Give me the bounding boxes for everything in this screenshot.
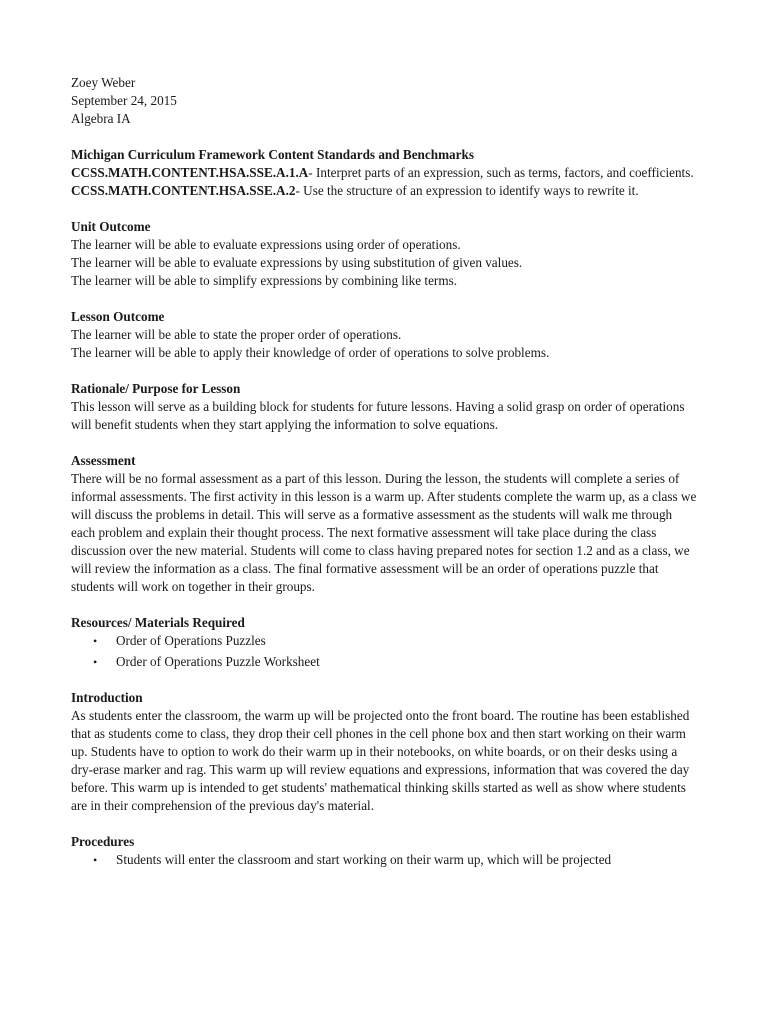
procedures-heading: Procedures — [71, 834, 135, 849]
standard-item — [71, 182, 699, 200]
lesson-outcome-line: The learner will be able to apply their knowledge of order of operations to solve problems. — [71, 345, 550, 360]
lesson-outcome-heading: Lesson Outcome — [71, 309, 165, 324]
resource-item-label: Order of Operations Puzzles — [116, 633, 266, 648]
resources-list — [71, 632, 699, 671]
standard-text: - Use the structure of an expression to identify ways to rewrite it. — [295, 183, 639, 198]
procedure-item-label: Students will enter the classroom and start working on their warm up, which will be projected — [116, 852, 612, 867]
rationale-heading: Rationale/ Purpose for Lesson — [71, 381, 241, 396]
unit-outcome-heading: Unit Outcome — [71, 219, 151, 234]
list-item — [71, 851, 699, 869]
standard-code: CCSS.MATH.CONTENT.HSA.SSE.A.1.A — [71, 165, 309, 180]
procedures-section — [71, 833, 699, 869]
standard-code: CCSS.MATH.CONTENT.HSA.SSE.A.2 — [71, 183, 296, 198]
introduction-heading: Introduction — [71, 690, 143, 705]
list-item — [71, 632, 699, 650]
lesson-outcome-line: The learner will be able to state the proper order of operations. — [71, 327, 402, 342]
standard-item — [71, 164, 699, 182]
document-content — [71, 74, 699, 872]
unit-outcome-line: The learner will be able to simplify expressions by combining like terms. — [71, 273, 458, 288]
standard-text: - Interpret parts of an expression, such as terms, factors, and coefficients. — [308, 165, 694, 180]
unit-outcome-line: The learner will be able to evaluate expressions using order of operations. — [71, 237, 461, 252]
unit-outcome-line: The learner will be able to evaluate expressions by using substitution of given values. — [71, 255, 523, 270]
author-name: Zoey Weber — [71, 75, 136, 90]
rationale-body: This lesson will serve as a building block for students for future lessons. Having a solid grasp on order of operations will benefit students when they start applying the information to solve equations. — [71, 399, 685, 432]
standards-section — [71, 146, 699, 200]
introduction-section — [71, 689, 699, 815]
bullet-icon: • — [93, 655, 98, 669]
assessment-heading: Assessment — [71, 453, 136, 468]
procedures-list — [71, 851, 699, 869]
resources-heading: Resources/ Materials Required — [71, 615, 245, 630]
assessment-body: There will be no formal assessment as a part of this lesson. During the lesson, the students will complete a series of informal assessments. The first activity in this lesson is a warm up. After students complete the warm up, as a class we will discuss the problems in detail. This will serve as a formative assessment as the students will walk me through each problem and explain their thought process. The next formative assessment will take place during the class discussion over the new material. Students will come to class having prepared notes for section 1.2 and as a class, we will review the information as a class. The final formative assessment will be an order of operations puzzle that students will work on together in their groups. — [71, 471, 697, 594]
rationale-section — [71, 380, 699, 434]
introduction-body: As students enter the classroom, the warm up will be projected onto the front board. The routine has been established that as students come to class, they drop their cell phones in the cell phone box and then start working on their warm up. Students have to option to work do their warm up in their notebooks, on white boards, or on their desks using a dry-erase marker and rag. This warm up will review equations and expressions, information that was covered the day before. This warm up is intended to get students' mathematical thinking skills started as well as show where students are in their comprehension of the previous day's material. — [71, 708, 690, 813]
unit-outcome-section — [71, 218, 699, 290]
resources-section — [71, 614, 699, 671]
list-item — [71, 653, 699, 671]
assessment-section — [71, 452, 699, 596]
standards-heading: Michigan Curriculum Framework Content Standards and Benchmarks — [71, 147, 474, 162]
document-date: September 24, 2015 — [71, 93, 177, 108]
bullet-icon: • — [93, 853, 98, 867]
bullet-icon: • — [93, 634, 98, 648]
resource-item-label: Order of Operations Puzzle Worksheet — [116, 654, 320, 669]
lesson-outcome-section — [71, 308, 699, 362]
course-name: Algebra IA — [71, 111, 131, 126]
